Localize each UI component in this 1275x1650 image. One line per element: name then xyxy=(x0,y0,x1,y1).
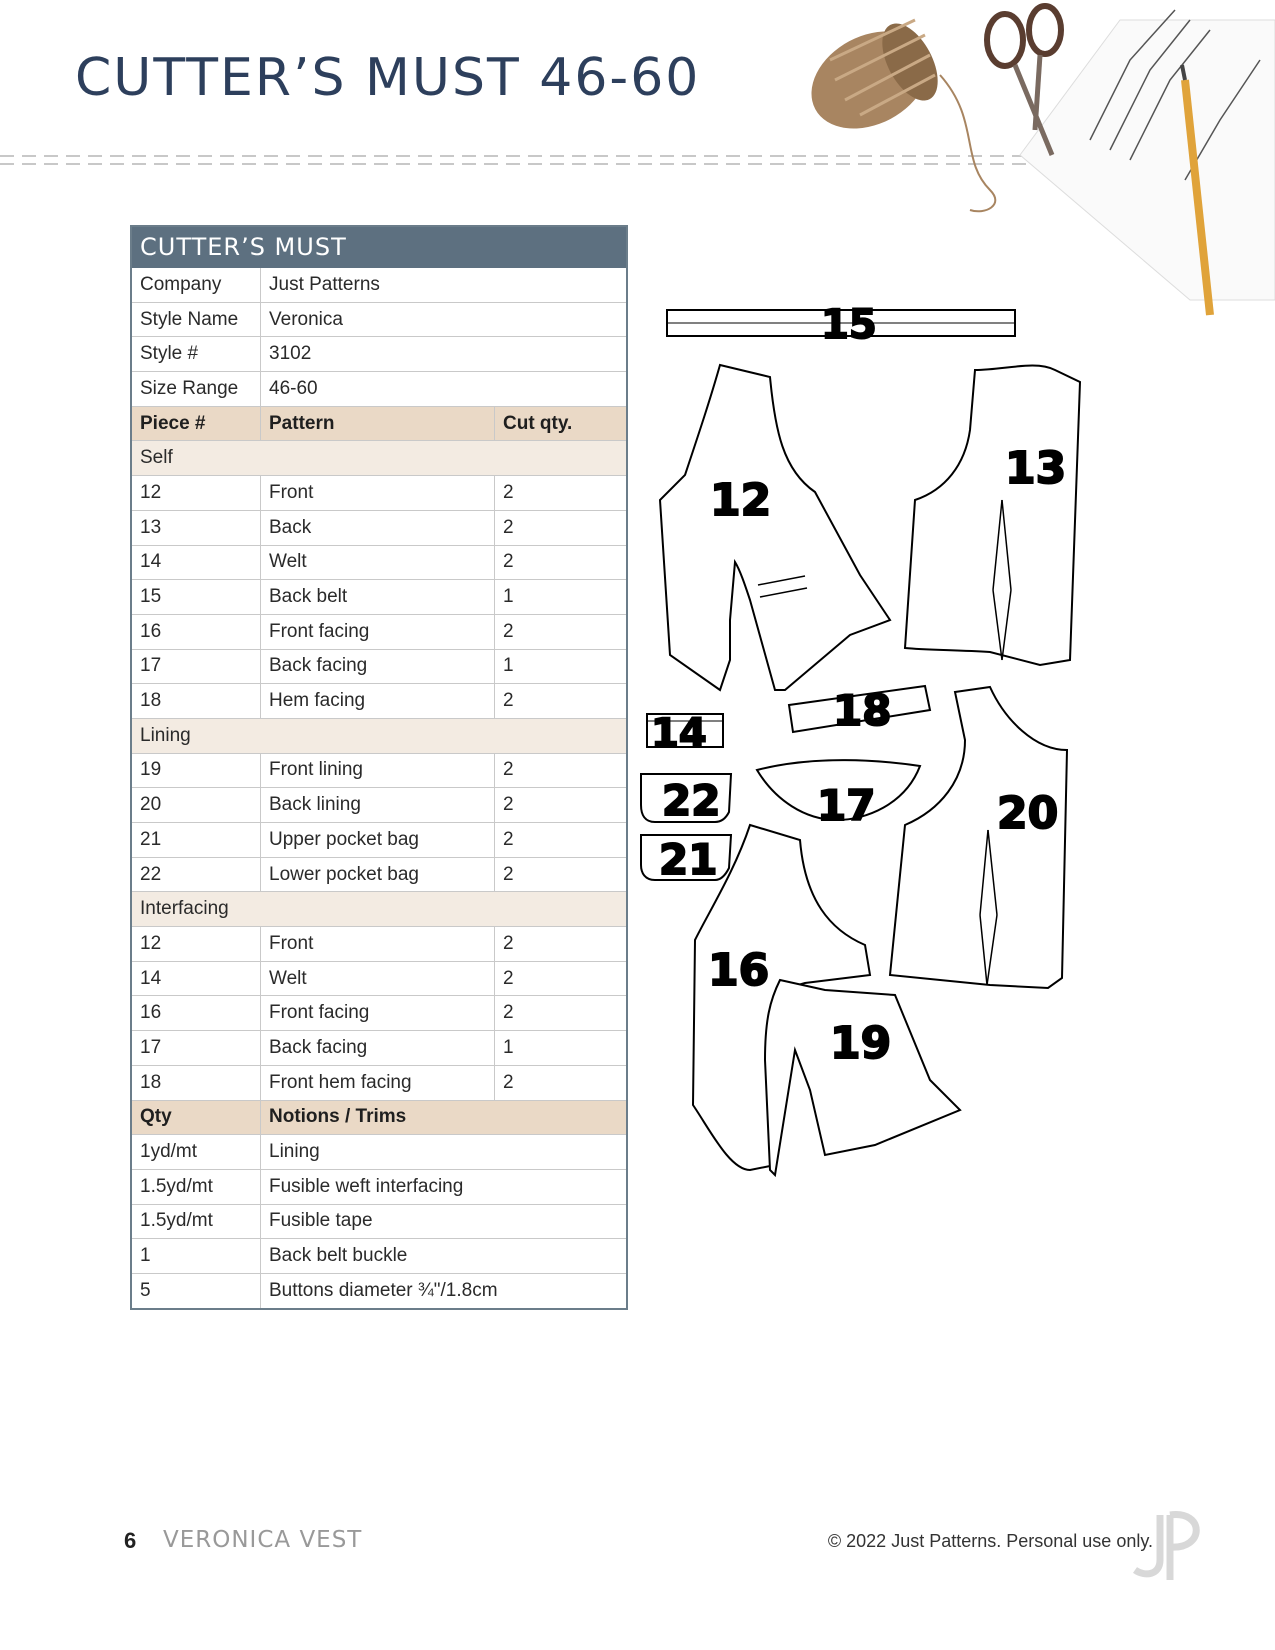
pattern-name: Back xyxy=(261,510,495,545)
notion-item: Fusible weft interfacing xyxy=(261,1169,628,1204)
pattern-name: Upper pocket bag xyxy=(261,823,495,858)
pattern-name: Back lining xyxy=(261,788,495,823)
piece-number: 22 xyxy=(131,857,261,892)
svg-text:14: 14 xyxy=(651,711,707,757)
info-row xyxy=(131,268,627,303)
table-row xyxy=(131,1135,627,1170)
piece-number: 20 xyxy=(131,788,261,823)
svg-text:16: 16 xyxy=(708,945,770,996)
column-header: Notions / Trims xyxy=(261,1100,628,1135)
section-title: Interfacing xyxy=(131,892,627,927)
column-header: Cut qty. xyxy=(495,406,628,441)
page-title: CUTTER’S MUST 46-60 xyxy=(75,48,701,108)
svg-text:17: 17 xyxy=(817,781,876,830)
section-title: Lining xyxy=(131,718,627,753)
table-row xyxy=(131,961,627,996)
cut-qty: 2 xyxy=(495,823,628,858)
notion-item: Lining xyxy=(261,1135,628,1170)
info-value: Just Patterns xyxy=(261,268,628,303)
pattern-name: Back facing xyxy=(261,1031,495,1066)
piece-number: 17 xyxy=(131,649,261,684)
svg-text:19: 19 xyxy=(830,1018,892,1069)
table-title: CUTTER’S MUST xyxy=(131,226,627,268)
svg-text:12: 12 xyxy=(710,475,772,526)
notion-qty: 5 xyxy=(131,1273,261,1308)
notion-qty: 1.5yd/mt xyxy=(131,1204,261,1239)
table-row xyxy=(131,545,627,580)
piece-number: 18 xyxy=(131,684,261,719)
info-label: Company xyxy=(131,268,261,303)
piece-18-hem-facing xyxy=(789,686,930,735)
piece-number: 16 xyxy=(131,614,261,649)
document-title: VERONICA VEST xyxy=(163,1527,363,1553)
pattern-name: Hem facing xyxy=(261,684,495,719)
cut-qty: 2 xyxy=(495,1065,628,1100)
piece-14-welt xyxy=(647,711,723,757)
section-row xyxy=(131,718,627,753)
notion-qty: 1yd/mt xyxy=(131,1135,261,1170)
piece-number: 15 xyxy=(131,580,261,615)
pattern-name: Back belt xyxy=(261,580,495,615)
cut-qty: 2 xyxy=(495,614,628,649)
cut-qty: 2 xyxy=(495,753,628,788)
cut-qty: 2 xyxy=(495,961,628,996)
pattern-name: Welt xyxy=(261,545,495,580)
table-row xyxy=(131,510,627,545)
cut-qty: 2 xyxy=(495,510,628,545)
piece-number: 21 xyxy=(131,823,261,858)
sewing-tools-illustration xyxy=(790,0,1275,340)
piece-number: 16 xyxy=(131,996,261,1031)
table-row xyxy=(131,927,627,962)
info-value: Veronica xyxy=(261,302,628,337)
piece-17-back-facing xyxy=(757,760,920,830)
notion-item: Fusible tape xyxy=(261,1204,628,1239)
notion-item: Buttons diameter ¾"/1.8cm xyxy=(261,1273,628,1308)
svg-text:20: 20 xyxy=(997,788,1059,839)
info-row xyxy=(131,302,627,337)
svg-text:18: 18 xyxy=(833,686,892,735)
notion-qty: 1.5yd/mt xyxy=(131,1169,261,1204)
section-row xyxy=(131,441,627,476)
svg-text:21: 21 xyxy=(659,835,718,884)
notions-header-row xyxy=(131,1100,627,1135)
table-row xyxy=(131,1065,627,1100)
piece-number: 14 xyxy=(131,961,261,996)
pattern-name: Front hem facing xyxy=(261,1065,495,1100)
info-label: Style # xyxy=(131,337,261,372)
cutters-must-table xyxy=(130,225,628,1310)
cut-qty: 2 xyxy=(495,476,628,511)
table-row xyxy=(131,1031,627,1066)
piece-22-lower-pocket-bag xyxy=(641,774,731,825)
table-row xyxy=(131,823,627,858)
piece-number: 17 xyxy=(131,1031,261,1066)
piece-number: 13 xyxy=(131,510,261,545)
piece-number: 12 xyxy=(131,476,261,511)
section-row xyxy=(131,892,627,927)
piece-19-front-lining xyxy=(765,980,960,1175)
piece-number: 18 xyxy=(131,1065,261,1100)
cut-qty: 2 xyxy=(495,927,628,962)
copyright-notice: © 2022 Just Patterns. Personal use only. xyxy=(827,1531,1153,1551)
thread-spool-icon xyxy=(795,12,996,211)
pattern-name: Front lining xyxy=(261,753,495,788)
piece-12-front xyxy=(660,365,890,690)
table-row xyxy=(131,857,627,892)
notion-qty: 1 xyxy=(131,1239,261,1274)
info-label: Size Range xyxy=(131,372,261,407)
column-header: Piece # xyxy=(131,406,261,441)
pattern-name: Front facing xyxy=(261,614,495,649)
cut-qty: 2 xyxy=(495,545,628,580)
cut-qty: 2 xyxy=(495,857,628,892)
table-row xyxy=(131,1169,627,1204)
table-row xyxy=(131,788,627,823)
piece-number: 12 xyxy=(131,927,261,962)
cut-qty: 1 xyxy=(495,580,628,615)
table-row xyxy=(131,614,627,649)
table-row xyxy=(131,1204,627,1239)
svg-text:13: 13 xyxy=(1005,443,1067,494)
pattern-name: Lower pocket bag xyxy=(261,857,495,892)
pattern-name: Welt xyxy=(261,961,495,996)
piece-21-upper-pocket-bag xyxy=(641,835,731,884)
pattern-name: Front xyxy=(261,927,495,962)
cut-qty: 1 xyxy=(495,1031,628,1066)
pattern-name: Front xyxy=(261,476,495,511)
table-row xyxy=(131,684,627,719)
table-row xyxy=(131,1239,627,1274)
cut-qty: 2 xyxy=(495,684,628,719)
info-label: Style Name xyxy=(131,302,261,337)
piece-number: 14 xyxy=(131,545,261,580)
cut-qty: 1 xyxy=(495,649,628,684)
column-header: Qty xyxy=(131,1100,261,1135)
table-title-row xyxy=(131,226,627,268)
table-row xyxy=(131,996,627,1031)
table-row xyxy=(131,476,627,511)
table-row xyxy=(131,1273,627,1308)
info-value: 46-60 xyxy=(261,372,628,407)
table-row xyxy=(131,753,627,788)
info-row xyxy=(131,372,627,407)
notion-item: Back belt buckle xyxy=(261,1239,628,1274)
section-title: Self xyxy=(131,441,627,476)
piece-20-back-lining xyxy=(890,687,1067,988)
pattern-paper xyxy=(1020,10,1275,300)
page-number: 6 xyxy=(124,1528,137,1553)
pattern-name: Back facing xyxy=(261,649,495,684)
svg-text:22: 22 xyxy=(662,776,721,825)
table-row xyxy=(131,580,627,615)
piece-15-back-belt xyxy=(667,302,1015,348)
piece-13-back xyxy=(905,366,1080,665)
piece-number: 19 xyxy=(131,753,261,788)
just-patterns-logo xyxy=(1130,1505,1210,1585)
table-row xyxy=(131,649,627,684)
svg-text:15: 15 xyxy=(821,302,877,348)
pattern-pieces-diagram xyxy=(651,300,1145,1240)
column-header-row xyxy=(131,406,627,441)
info-row xyxy=(131,337,627,372)
info-value: 3102 xyxy=(261,337,628,372)
pattern-name: Front facing xyxy=(261,996,495,1031)
cut-qty: 2 xyxy=(495,788,628,823)
cut-qty: 2 xyxy=(495,996,628,1031)
column-header: Pattern xyxy=(261,406,495,441)
